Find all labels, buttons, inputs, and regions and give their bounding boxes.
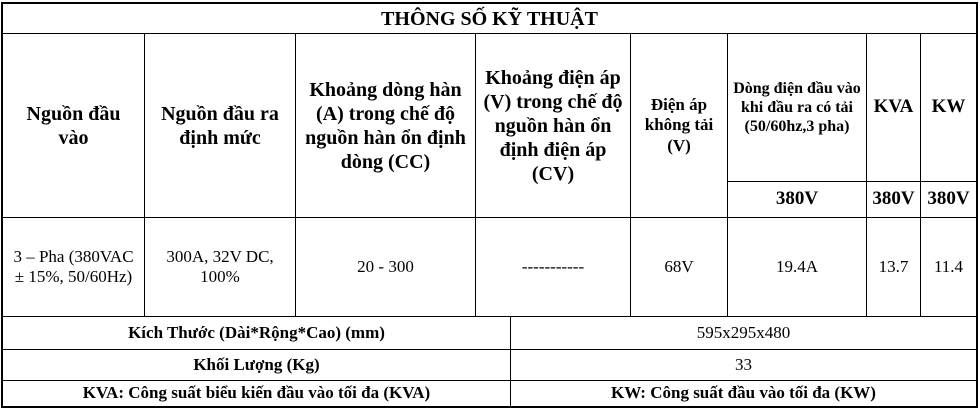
dimensions-label: Kích Thước (Dài*Rộng*Cao) (mm) bbox=[128, 322, 385, 342]
dimensions-value: 595x295x480 bbox=[696, 322, 791, 342]
header-input-current-voltage: 380V bbox=[775, 188, 819, 210]
header-voltage-range: Khoảng điện áp (V) trong chế độ nguồn hàn ổn định điện áp (CV) bbox=[483, 66, 623, 185]
note-kva: KVA: Công suất biểu kiến đầu vào tối đa (KVA) bbox=[82, 383, 431, 403]
note-kw: KW: Công suất đầu vào tối đa (KW) bbox=[611, 383, 876, 403]
header-no-load-voltage: Điện áp không tải (V) bbox=[644, 94, 714, 155]
table-title: THÔNG SỐ KỸ THUẬT bbox=[381, 7, 598, 30]
weight-label: Khối Lượng (Kg) bbox=[193, 354, 320, 374]
header-kva: KVA bbox=[873, 96, 914, 118]
spec-table bbox=[1, 2, 978, 408]
cell-input-power: 3 – Pha (380VAC ± 15%, 50/60Hz) bbox=[13, 246, 134, 286]
cell-kw: 11.4 bbox=[933, 256, 964, 276]
header-kw-voltage: 380V bbox=[927, 188, 970, 210]
cell-rated-output: 300A, 32V DC, 100% bbox=[166, 246, 274, 286]
header-kva-voltage: 380V bbox=[872, 188, 915, 210]
cell-current-range: 20 - 300 bbox=[357, 256, 414, 276]
header-input-current: Dòng điện đầu vào khi đầu ra có tải (50/60hz,3 pha) bbox=[733, 79, 861, 136]
header-current-range: Khoảng dòng hàn (A) trong chế độ nguồn hàn ổn định dòng (CC) bbox=[305, 78, 466, 173]
cell-kva: 13.7 bbox=[878, 256, 909, 276]
weight-value: 33 bbox=[735, 354, 752, 374]
header-input-power: Nguồn đầu vào bbox=[26, 102, 121, 149]
cell-no-load-voltage: 68V bbox=[664, 256, 694, 276]
header-rated-output: Nguồn đầu ra định mức bbox=[161, 102, 279, 149]
header-kw: KW bbox=[931, 96, 966, 118]
cell-input-current: 19.4A bbox=[775, 256, 819, 276]
cell-voltage-range: ----------- bbox=[521, 256, 585, 276]
